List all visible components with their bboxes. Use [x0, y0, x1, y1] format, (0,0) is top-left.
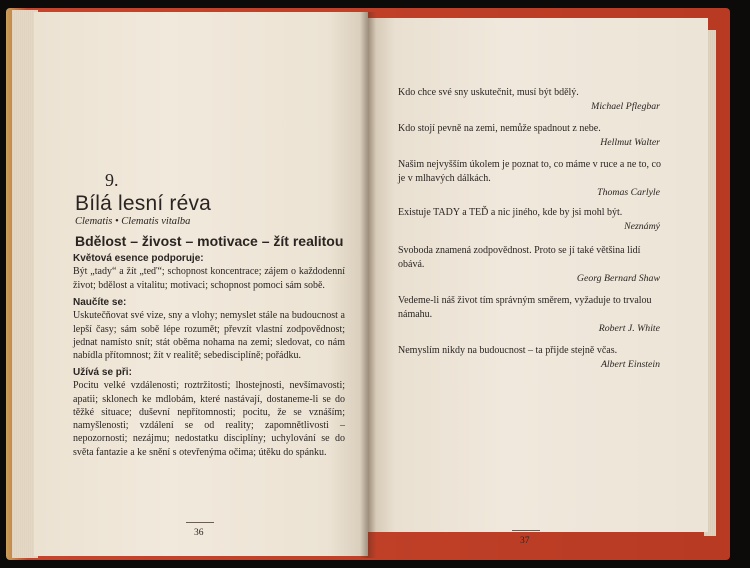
quote: [398, 244, 668, 286]
page-number-right: 37: [520, 536, 530, 546]
latin-genus: Clematis: [75, 216, 113, 227]
chapter-themes: Bdělost – živost – motivace – žít realitou: [75, 233, 344, 249]
section-text: Uskutečňovat své vize, sny a vlohy; nemyslet stále na budoucnost a lepší časy; sám sobě lépe rozumět; převzít vlastní zodpovědnost; jednat namísto snít; stát oběma nohama na zemi; sledovat, co nám nabídla přítomnost; žít v realitě; sebedisciplíně; pořádku.: [73, 310, 345, 362]
quote-author: Michael Pflegbar: [591, 101, 660, 112]
quote-author: Georg Bernard Shaw: [576, 273, 660, 284]
section-heading: Naučíte se:: [73, 297, 127, 308]
section-text: Být „tady“ a žít „teď“; schopnost koncentrace; zájem o každodenní život; bdělost a vitalitu; motivaci; schopnost pomoci sám sobě.: [73, 266, 345, 291]
section-supports: [73, 252, 345, 292]
section-usage: [73, 366, 345, 459]
quote-text: Našim nejvyšším úkolem je poznat to, co máme v ruce a ne to, co je v mlhavých dálkách.: [398, 159, 661, 184]
folio-rule-left: [186, 522, 214, 523]
quote-text: Kdo chce své sny uskutečnit, musí být bdělý.: [398, 87, 579, 98]
quote: [398, 158, 668, 200]
quote-text: Vedeme-li náš život tím správným směrem, vyžaduje to trvalou námahu.: [398, 295, 652, 320]
quote-text: Nemyslím nikdy na budoucnost – ta přijde stejně včas.: [398, 345, 618, 356]
latin-species: Clematis vitalba: [121, 216, 191, 227]
quote-text: Kdo stojí pevně na zemi, nemůže spadnout z nebe.: [398, 123, 601, 134]
quote: [398, 206, 668, 234]
latin-bullet: •: [114, 216, 119, 227]
quote-author: Albert Einstein: [600, 359, 660, 370]
section-text: Pocitu velké vzdálenosti; roztržitosti; lhostejnosti, nevšímavosti; apatii; sklonech ke mdlobám, které nastávají, dostaneme-li se do těžké situace; duševní nepřítomnosti; pocitu, že se vznáším; namyšlenosti; vzdálení se od reality; zapomnětlivosti – nepozornosti; nezájmu; nedostatku disciplíny; uchylování se do světa fantazie a ke snění s otevřenýma očima; útěku do spánku.: [73, 380, 345, 458]
quote-text: Existuje TADY a TEĎ a nic jiného, kde by jsi mohl být.: [398, 207, 623, 218]
quote-author: Hellmut Walter: [600, 137, 660, 148]
book-gutter: [360, 12, 376, 558]
chapter-title: Bílá lesní réva: [75, 192, 212, 215]
quote-author: Robert J. White: [598, 323, 660, 334]
quote: [398, 86, 668, 114]
folio-rule-right: [512, 530, 540, 531]
page-number-left: 36: [194, 528, 204, 538]
section-heading: Užívá se při:: [73, 367, 132, 378]
quote: [398, 294, 668, 336]
quote-author: Neznámý: [624, 221, 660, 232]
section-learn: [73, 296, 345, 362]
chapter-number: 9.: [105, 170, 119, 190]
section-heading: Květová esence podporuje:: [73, 253, 204, 264]
quote-author: Thomas Carlyle: [597, 187, 660, 198]
quote-text: Svoboda znamená zodpovědnost. Proto se jí také většina lidí obává.: [398, 245, 641, 270]
latin-names: [75, 216, 190, 227]
quote: [398, 122, 668, 150]
quote: [398, 344, 668, 372]
